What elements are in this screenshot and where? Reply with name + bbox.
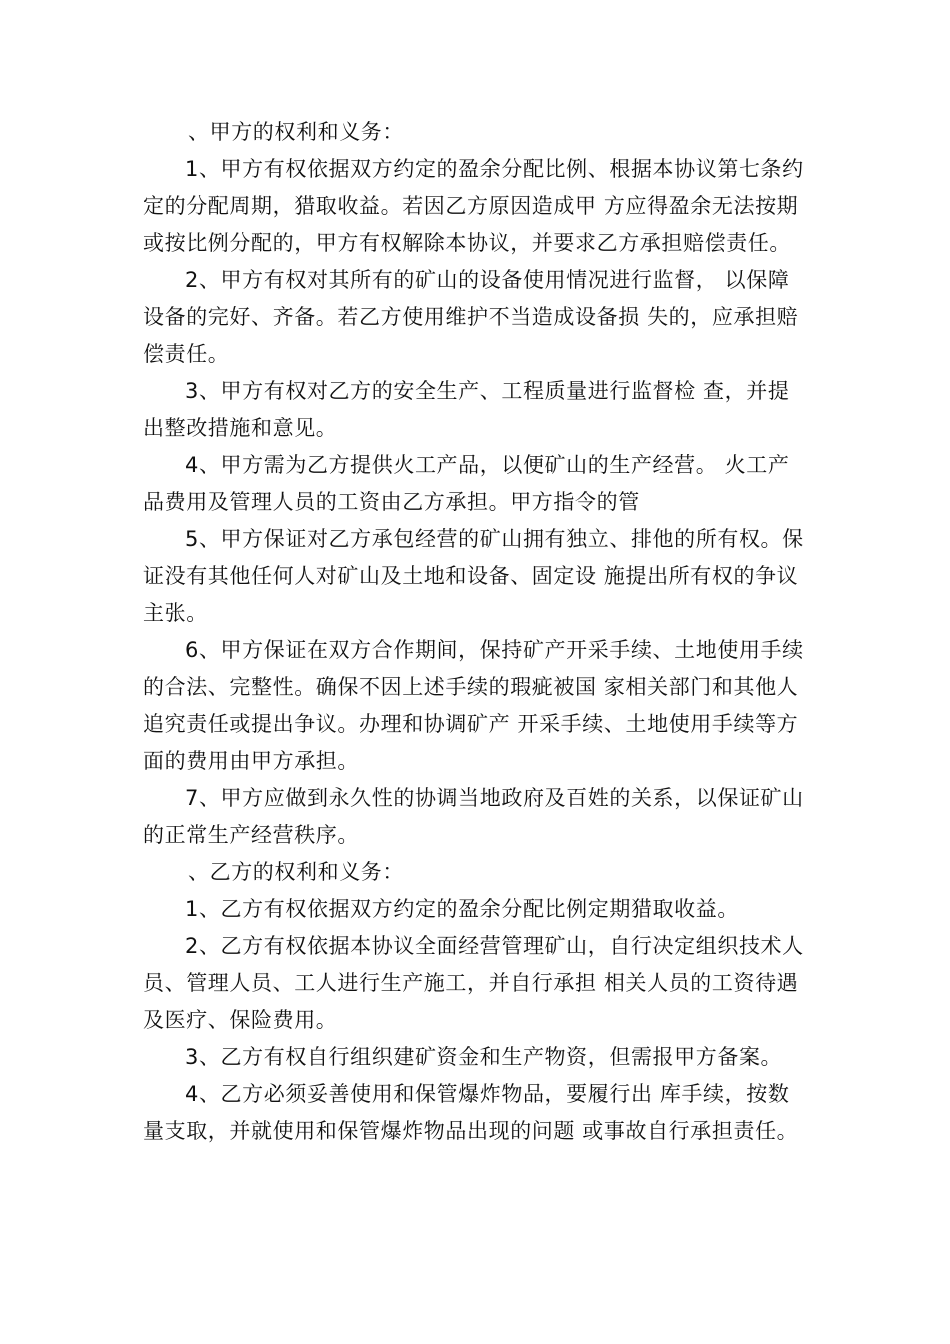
clause-party-a-3: 3、甲方有权对乙方的安全生产、工程质量进行监督检 查，并提出整改措施和意见。 xyxy=(143,379,790,440)
clause-party-a-1: 1、甲方有权依据双方约定的盈余分配比例、根据本协议第七条约定的分配周期，猎取收益。若因乙方原因造成甲 方应得盈余无法按期或按比例分配的，甲方有权解除本协议，并要求乙方承担赔偿责任。 xyxy=(143,157,804,255)
clause-party-b-1: 1、乙方有权依据双方约定的盈余分配比例定期猎取收益。 xyxy=(185,897,739,921)
clause-party-a-6: 6、甲方保证在双方合作期间，保持矿产开采手续、土地使用手续的合法、完整性。确保不因上述手续的瑕疵被国 家相关部门和其他人追究责任或提出争议。办理和协调矿产 开采手续、土地使用手续等方面的费用由甲方承担。 xyxy=(143,638,804,773)
clause-party-a-4: 4、甲方需为乙方提供火工产品，以便矿山的生产经营。 火工产品费用及管理人员的工资由乙方承担。甲方指令的管 xyxy=(143,453,790,514)
document-body xyxy=(143,114,811,1150)
section-heading-party-b: 、乙方的权利和义务： xyxy=(188,860,404,884)
clause-party-b-3: 3、乙方有权自行组织建矿资金和生产物资，但需报甲方备案。 xyxy=(185,1045,783,1069)
clause-party-a-7: 7、甲方应做到永久性的协调当地政府及百姓的关系，以保证矿山的正常生产经营秩序。 xyxy=(143,786,804,847)
clause-party-a-2: 2、甲方有权对其所有的矿山的设备使用情况进行监督， 以保障设备的完好、齐备。若乙方使用维护不当造成设备损 失的，应承担赔偿责任。 xyxy=(143,268,799,366)
clause-party-a-5: 5、甲方保证对乙方承包经营的矿山拥有独立、排他的所有权。保证没有其他任何人对矿山及土地和设备、固定设 施提出所有权的争议主张。 xyxy=(143,527,804,625)
clause-party-b-4: 4、乙方必须妥善使用和保管爆炸物品，要履行出 库手续，按数量支取，并就使用和保管爆炸物品出现的问题 或事故自行承担责任。 xyxy=(143,1082,799,1143)
clause-party-b-2: 2、乙方有权依据本协议全面经营管理矿山，自行决定组织技术人员、管理人员、工人进行生产施工，并自行承担 相关人员的工资待遇及医疗、保险费用。 xyxy=(143,934,804,1032)
section-heading-party-a: 、甲方的权利和义务： xyxy=(188,120,404,144)
